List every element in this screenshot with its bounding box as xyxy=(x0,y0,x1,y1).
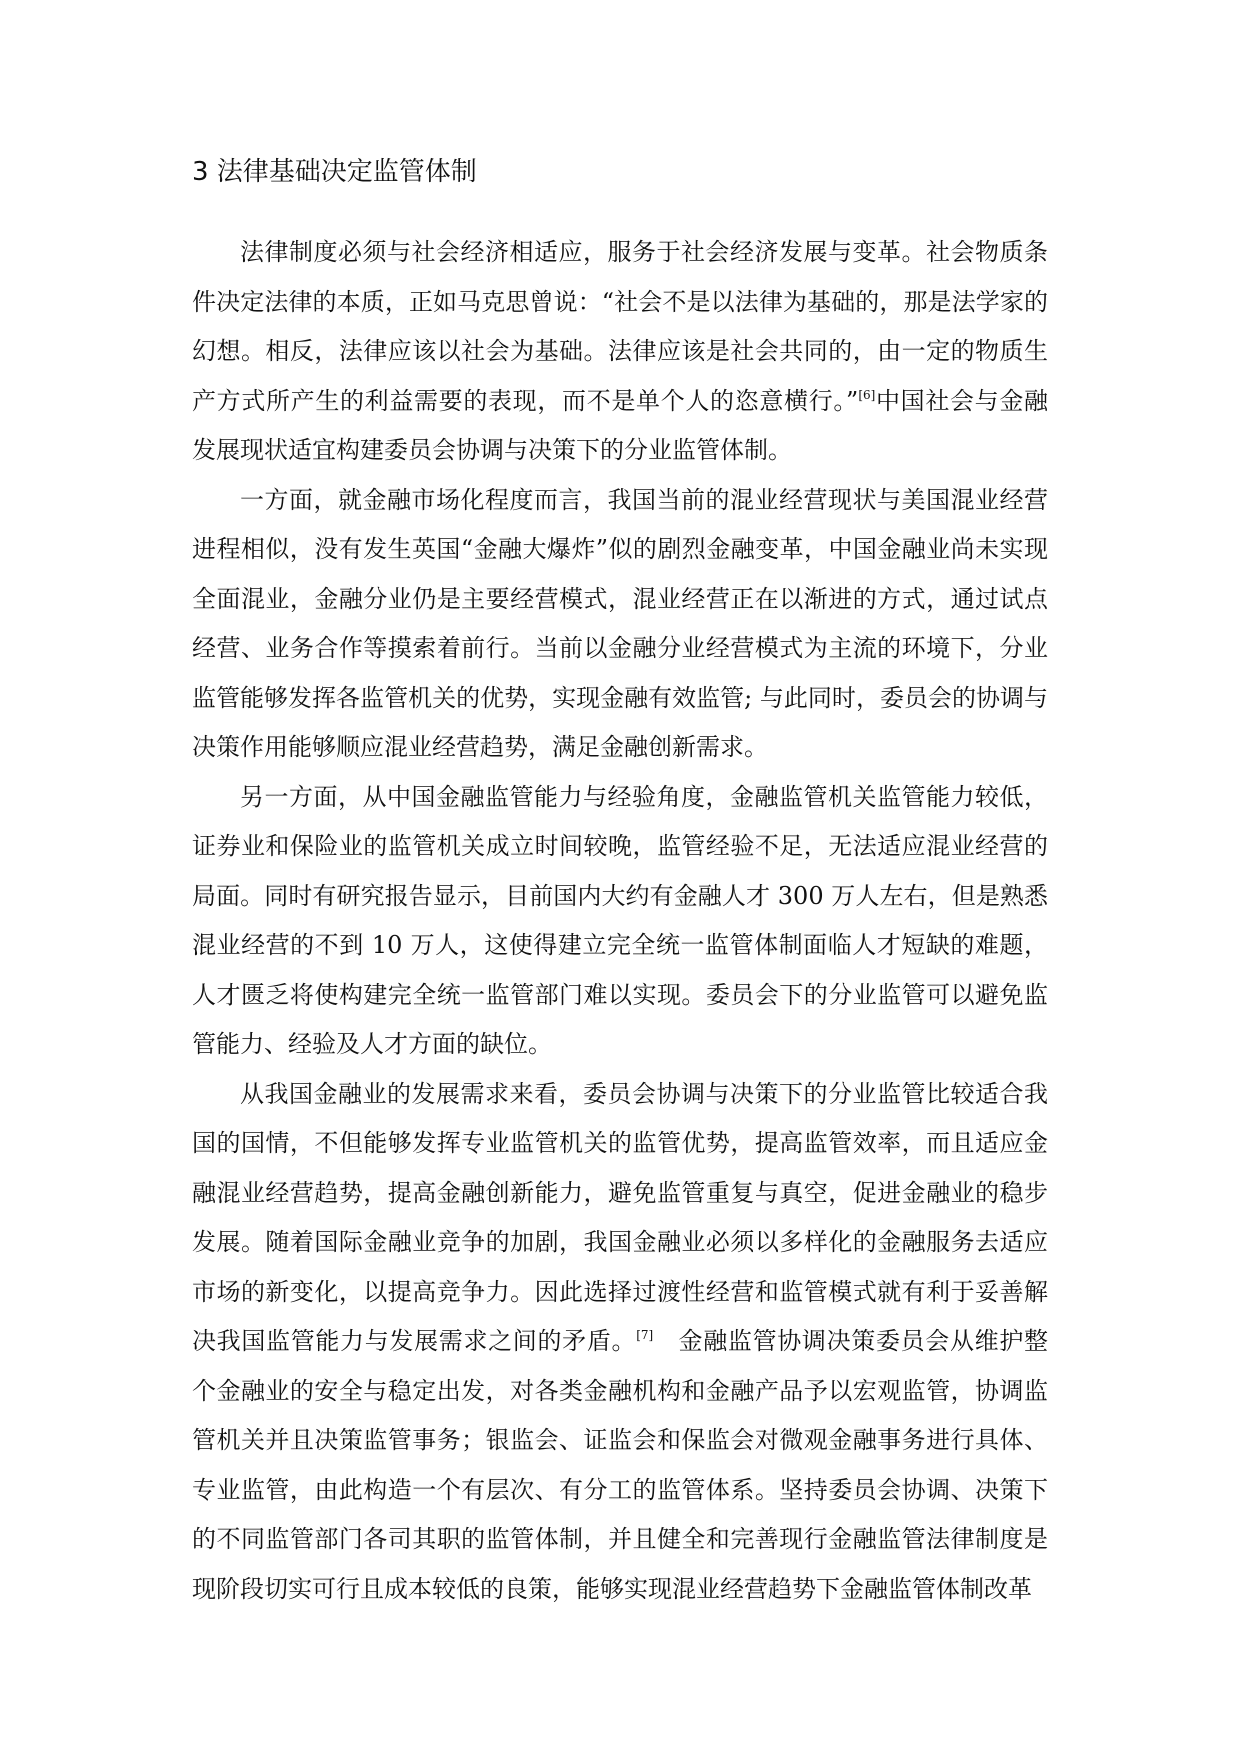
paragraph-text: 从我国金融业的发展需求来看，委员会协调与决策下的分业监管比较适合我国的国情，不但能够发挥专业监管机关的监管优势，提高监管效率，而且适应金融混业经营趋势，提高金融创新能力，避免监管重复与真空，促进金融业的稳步发展。随着国际金融业竞争的加剧，我国金融业必须以多样化的金融服务去适应市场的新变化，以提高竞争力。因此选择过渡性经营和监管模式就有利于妥善解决我国监管能力与发展需求之间的矛盾。 xyxy=(192,1079,1048,1355)
document-body xyxy=(192,228,1048,1614)
paragraph-text: 另一方面，从中国金融监管能力与经验角度，金融监管机关监管能力较低，证券业和保险业的监管机关成立时间较晚，监管经验不足，无法适应混业经营的局面。同时有研究报告显示，目前国内大约有金融人才 300 万人左右，但是熟悉混业经营的不到 10 万人，这使得建立完全统一监管体制面临人才短缺的难题，人才匮乏将使构建完全统一监管部门难以实现。委员会下的分业监管可以避免监管能力、经验及人才方面的缺位。 xyxy=(192,782,1048,1058)
paragraph-2 xyxy=(192,476,1048,773)
paragraph-1 xyxy=(192,228,1048,476)
paragraph-text: 一方面，就金融市场化程度而言，我国当前的混业经营现状与美国混业经营进程相似，没有发生英国“金融大爆炸”似的剧烈金融变革，中国金融业尚未实现全面混业，金融分业仍是主要经营模式，混业经营正在以渐进的方式，通过试点经营、业务合作等摸索着前行。当前以金融分业经营模式为主流的环境下，分业监管能够发挥各监管机关的优势，实现金融有效监管; 与此同时，委员会的协调与决策作用能够顺应混业经营趋势，满足金融创新需求。 xyxy=(192,485,1048,761)
paragraph-4 xyxy=(192,1070,1048,1615)
paragraph-text: 法律制度必须与社会经济相适应，服务于社会经济发展与变革。社会物质条件决定法律的本质，正如马克思曾说：“社会不是以法律为基础的，那是法学家的幻想。相反，法律应该以社会为基础。法律应该是社会共同的，由一定的物质生产方式所产生的利益需要的表现，而不是单个人的恣意横行。” xyxy=(192,238,1048,415)
paragraph-3 xyxy=(192,773,1048,1070)
citation-ref-7: [7] xyxy=(636,1328,654,1342)
paragraph-text: 中国社会与金融发展现状适宜构建委员会协调与决策下的分业监管体制。 xyxy=(192,386,1048,464)
section-heading: 3 法律基础决定监管体制 xyxy=(192,157,477,187)
citation-ref-6: [6] xyxy=(858,387,876,402)
paragraph-text: 金融监管协调决策委员会从维护整个金融业的安全与稳定出发，对各类金融机构和金融产品予以宏观监管，协调监管机关并且决策监管事务；银监会、证监会和保监会对微观金融事务进行具体、专业监管，由此构造一个有层次、有分工的监管体系。坚持委员会协调、决策下的不同监管部门各司其职的监管体制，并且健全和完善现行金融监管法律制度是现阶段切实可行且成本较低的良策，能够实现混业经营趋势下金融监管体制改革 xyxy=(192,1327,1049,1603)
